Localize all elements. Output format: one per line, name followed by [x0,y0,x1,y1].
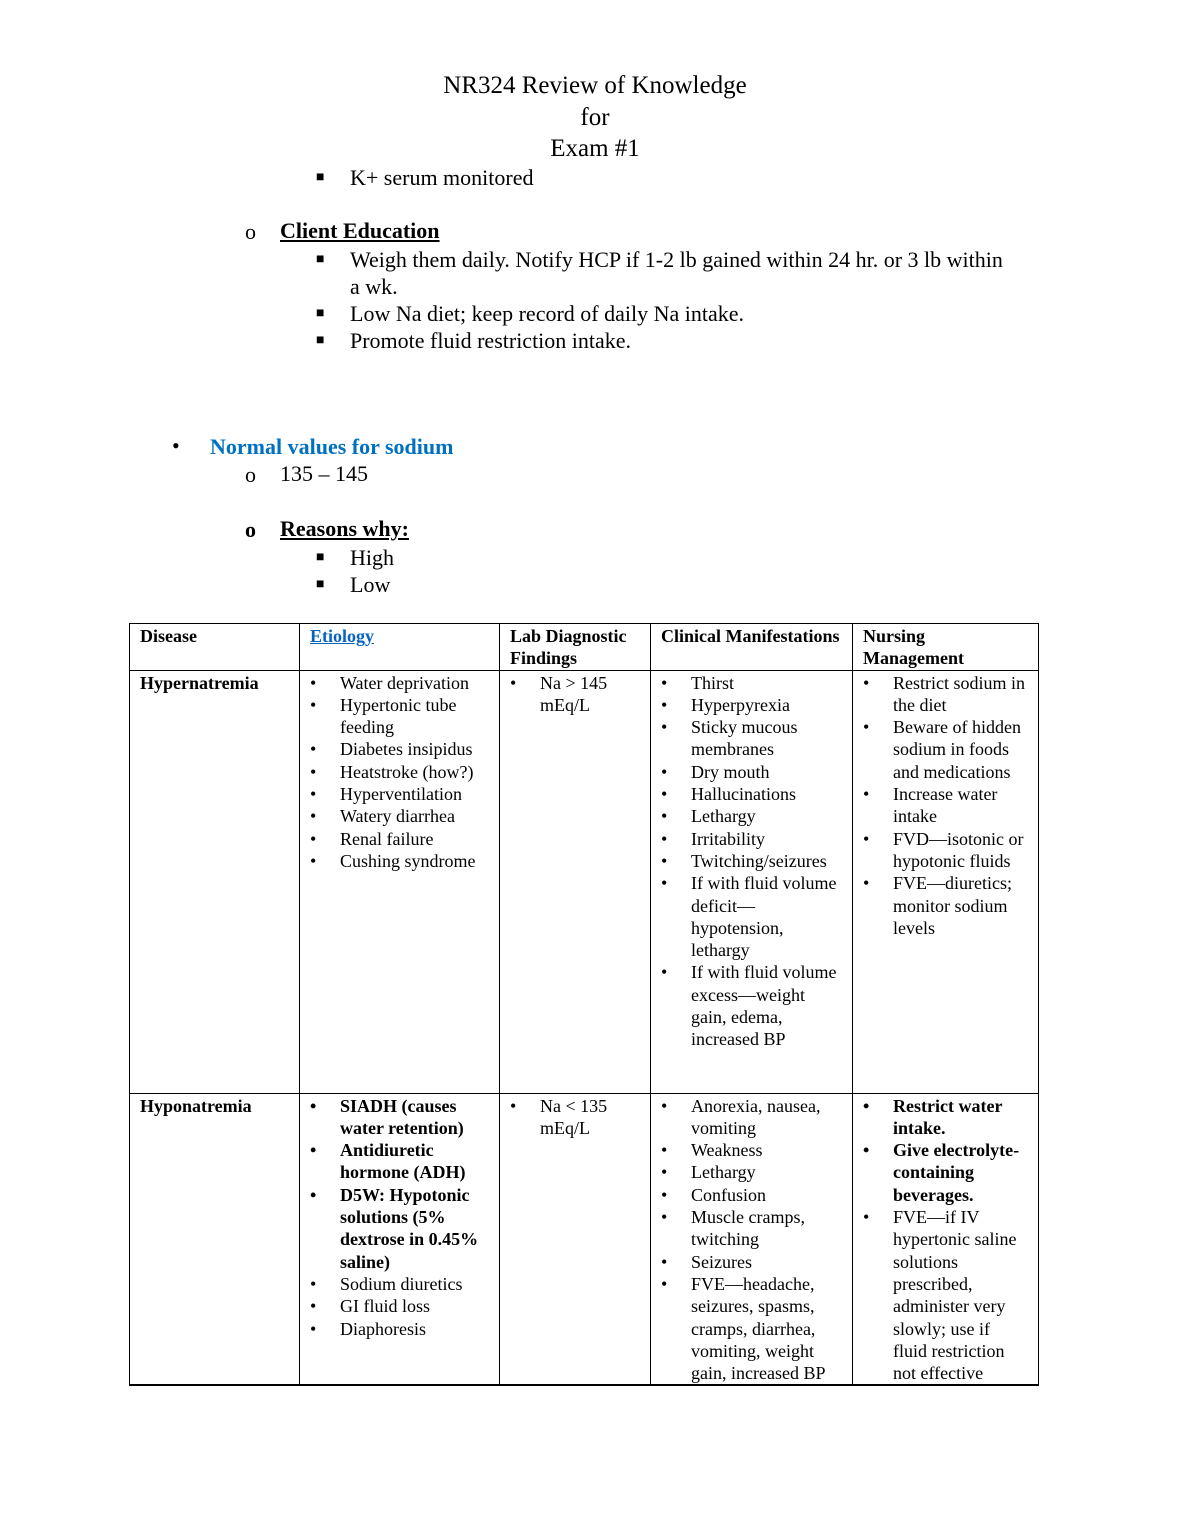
clinical-cell [651,670,853,1093]
list-item: • If with fluid volume deficit—hypotension, lethargy [661,872,842,961]
table-header-row [130,624,1039,671]
list-item: • Dry mouth [661,761,842,783]
nursing-list [863,672,1028,940]
list-item: • Diaphoresis [310,1318,489,1340]
list-item: • GI fluid loss [310,1295,489,1317]
list-item: • Increase water intake [863,783,1028,828]
list-item: • Sticky mucous membranes [661,716,842,761]
list-item: • Watery diarrhea [310,805,489,827]
list-item: • Twitching/seizures [661,850,842,872]
list-item: • Sodium diuretics [310,1273,489,1295]
reason-item: Low [350,572,391,597]
header-etiology[interactable] [300,624,500,671]
square-bullet-icon: ■ [316,550,325,565]
list-item: • Weakness [661,1139,842,1161]
list-item: • Anorexia, nausea, vomiting [661,1095,842,1140]
nursing-cell [853,670,1039,1093]
reasons-heading: Reasons why: [280,516,409,541]
list-item: • FVE—headache, seizures, spasms, cramps, diarrhea, vomiting, weight gain, increased BP [661,1273,842,1384]
list-item: • FVE—diuretics; monitor sodium levels [863,872,1028,939]
header-lab: Lab Diagnostic Findings [500,624,651,671]
bullet-text: Weigh them daily. Notify HCP if 1-2 lb gained within 24 hr. or 3 lb within [350,247,1003,272]
list-item: • Renal failure [310,828,489,850]
client-education-heading: Client Education [280,218,440,243]
nursing-cell [853,1093,1039,1385]
list-item: • Water deprivation [310,672,489,694]
list-item: • Beware of hidden sodium in foods and medications [863,716,1028,783]
circle-bullet-icon: o [245,517,256,542]
sodium-range: 135 – 145 [280,461,368,486]
lab-cell [500,670,651,1093]
list-item: • Irritability [661,828,842,850]
list-item: • If with fluid volume excess—weight gain, edema, increased BP [661,961,842,1050]
list-item: • Hyperventilation [310,783,489,805]
list-item: • Hyperpyrexia [661,694,842,716]
list-item: • Muscle cramps, twitching [661,1206,842,1251]
bullet-text-continued: a wk. [350,274,398,299]
list-item: • Na > 145 mEq/L [510,672,640,717]
list-item: • Hypertonic tube feeding [310,694,489,739]
list-item: • Thirst [661,672,842,694]
bullet-text: Low Na diet; keep record of daily Na intake. [350,301,745,326]
etiology-cell [300,1093,500,1385]
square-bullet-icon: ■ [316,170,325,185]
etiology-link[interactable]: Etiology [310,626,375,646]
etiology-list [310,672,489,873]
header-clinical: Clinical Manifestations [651,624,853,671]
etiology-list [310,1095,489,1340]
etiology-cell [300,670,500,1093]
square-bullet-icon: ■ [316,577,325,592]
clinical-list [661,1095,842,1385]
list-item: • Lethargy [661,1161,842,1183]
list-item: • Lethargy [661,805,842,827]
list-item: • Heatstroke (how?) [310,761,489,783]
reason-item: High [350,545,394,570]
list-item: • Restrict water intake. [863,1095,1028,1140]
title-line: for [580,103,610,131]
document-title [0,70,1190,165]
list-item: • SIADH (causes water retention) [310,1095,489,1140]
list-item: • Confusion [661,1184,842,1206]
title-line: Exam #1 [550,135,640,162]
list-item: • Na < 135 mEq/L [510,1095,640,1140]
list-item: • Hallucinations [661,783,842,805]
title-line: NR324 Review of Knowledge [443,72,747,99]
bullet-text: K+ serum monitored [350,165,534,190]
square-bullet-icon: ■ [316,306,325,321]
circle-bullet-icon: o [245,462,256,487]
sodium-heading: Normal values for sodium [210,434,454,459]
square-bullet-icon: ■ [316,252,325,267]
clinical-cell [651,1093,853,1385]
lab-list [510,1095,640,1140]
lab-cell [500,1093,651,1385]
clinical-list [661,672,842,1051]
list-item: • D5W: Hypotonic solutions (5% dextrose in 0.45% saline) [310,1184,489,1273]
square-bullet-icon: ■ [316,333,325,348]
list-item: • Restrict sodium in the diet [863,672,1028,717]
list-item: • Diabetes insipidus [310,738,489,760]
sodium-table [129,623,1039,1386]
list-item: • Seizures [661,1251,842,1273]
list-item: • Antidiuretic hormone (ADH) [310,1139,489,1184]
disease-cell: Hypernatremia [130,670,300,1093]
disease-cell: Hyponatremia [130,1093,300,1385]
bullet-text: Promote fluid restriction intake. [350,328,632,353]
list-item: • Give electrolyte-containing beverages. [863,1139,1028,1206]
header-disease: Disease [130,624,300,671]
table-row [130,1093,1039,1385]
lab-list [510,672,640,717]
list-item: • FVD—isotonic or hypotonic fluids [863,828,1028,873]
list-item: • Cushing syndrome [310,850,489,872]
circle-bullet-icon: o [245,219,256,244]
disc-bullet-icon: • [172,433,180,458]
list-item: • FVE—if IV hypertonic saline solutions prescribed, administer very slowly; use if fluid restriction not effective [863,1206,1028,1384]
table-row [130,670,1039,1093]
header-nursing: Nursing Management [853,624,1039,671]
nursing-list [863,1095,1028,1385]
